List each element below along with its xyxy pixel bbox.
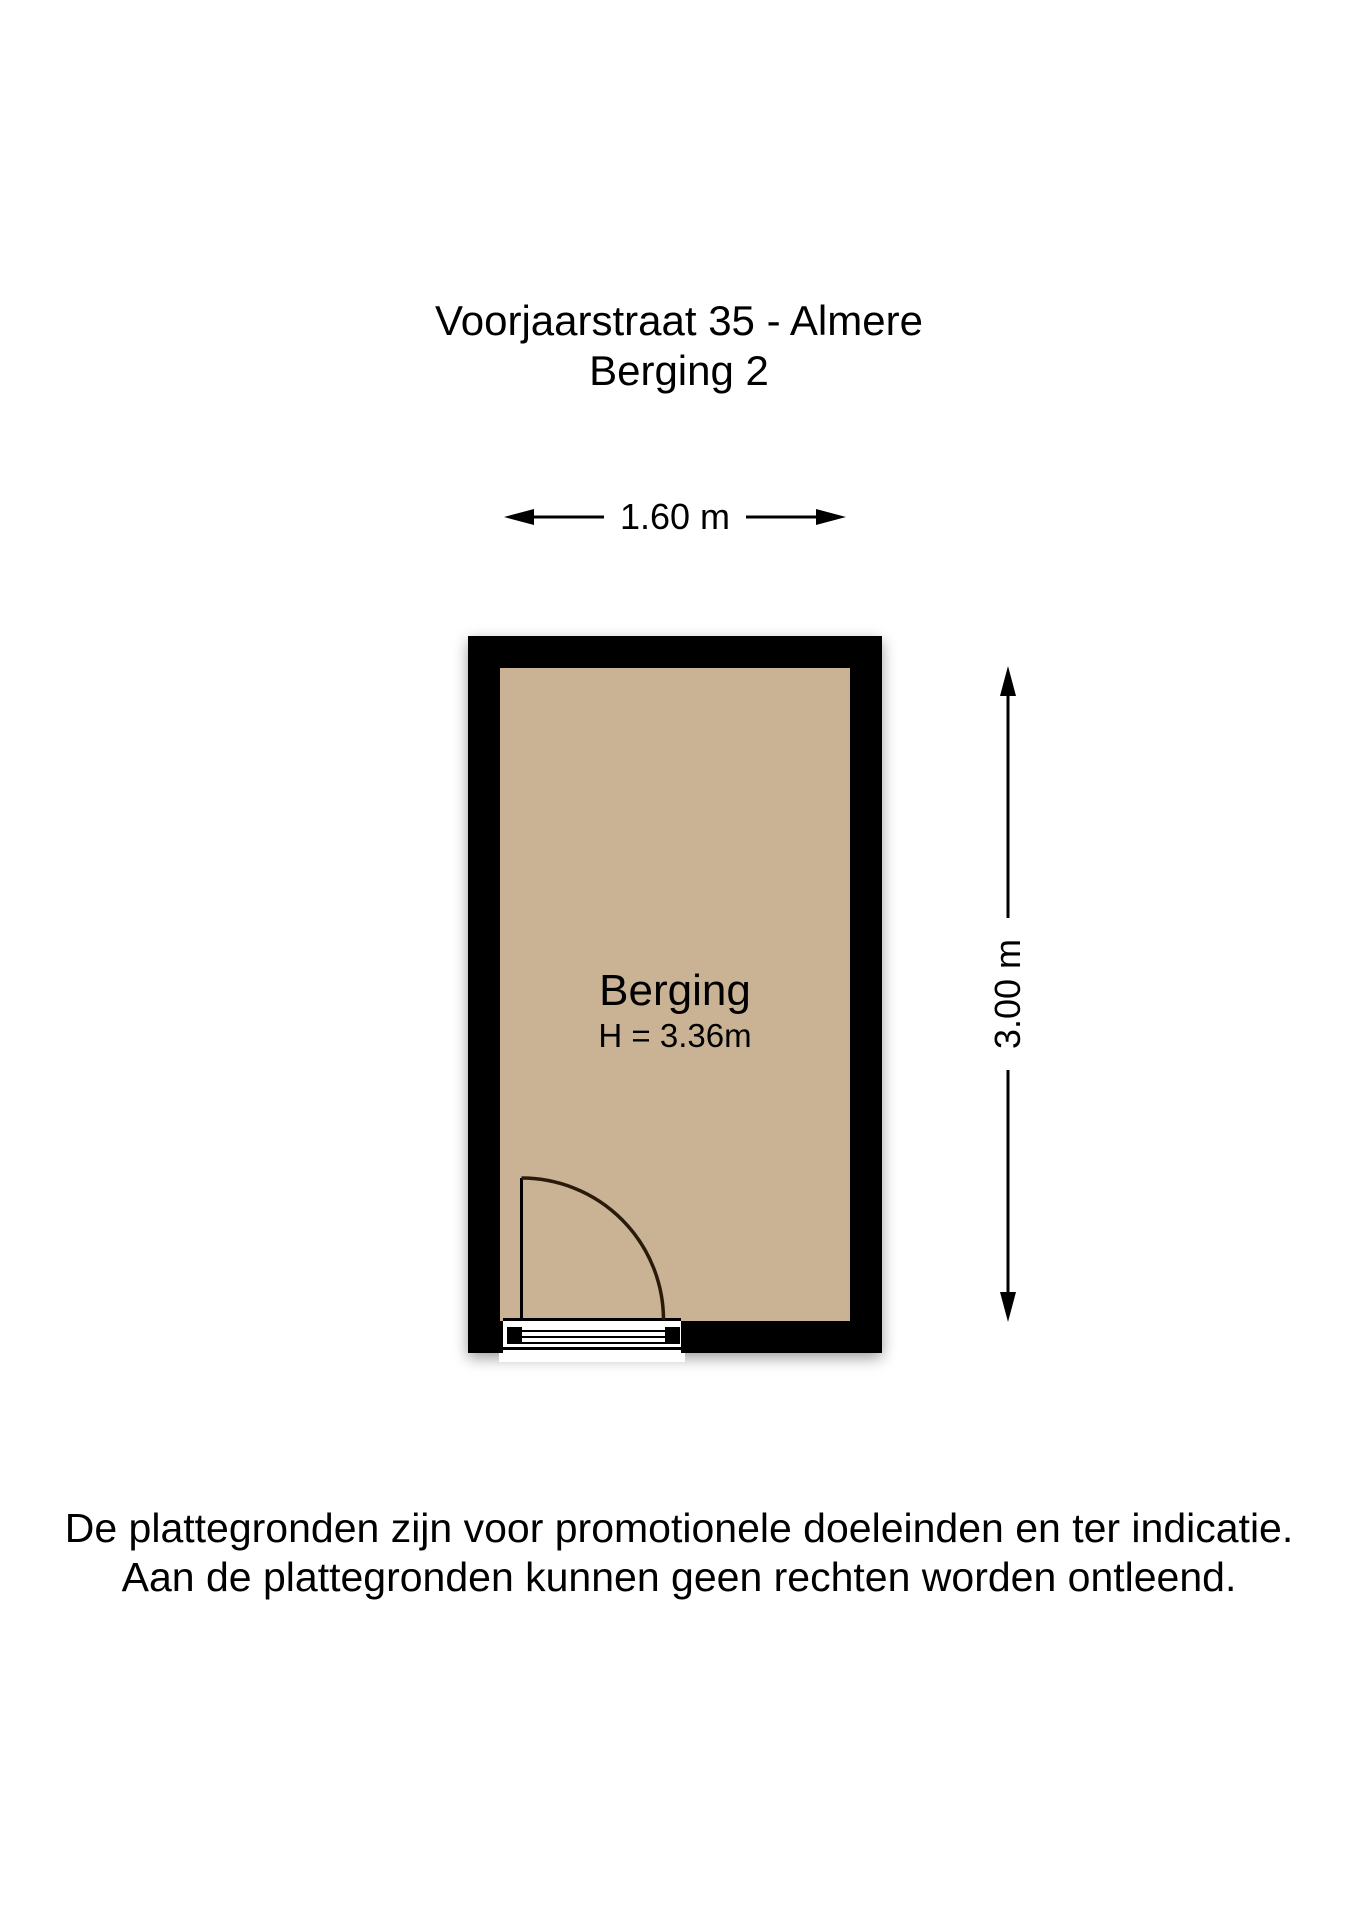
footer-line-2: Aan de plattegronden kunnen geen rechten worden ontleend. <box>121 1554 1237 1600</box>
title-subtitle: Berging 2 <box>589 347 769 394</box>
threshold-line <box>522 1342 665 1344</box>
threshold-line <box>503 1347 681 1350</box>
room-label <box>468 966 882 1056</box>
threshold-line <box>522 1330 665 1332</box>
page-title <box>0 296 1358 396</box>
door-jamb-left <box>507 1327 522 1344</box>
door-jamb-right <box>665 1327 680 1344</box>
door-sill <box>499 1353 685 1362</box>
width-dimension-label: 1.60 m <box>619 496 731 537</box>
dimension-arrow-right-icon <box>746 498 848 536</box>
threshold-line <box>503 1318 681 1321</box>
threshold-line <box>522 1336 665 1338</box>
room-name: Berging <box>599 966 751 1015</box>
height-dimension <box>988 666 1028 1322</box>
width-dimension <box>502 498 848 536</box>
title-address: Voorjaarstraat 35 - Almere <box>435 297 923 344</box>
height-dimension-label: 3.00 m <box>987 938 1028 1050</box>
dimension-arrow-up-icon <box>988 666 1028 918</box>
room-height-label: H = 3.36m <box>598 1017 752 1054</box>
dimension-arrow-left-icon <box>502 498 604 536</box>
dimension-arrow-down-icon <box>988 1070 1028 1322</box>
footer-line-1: De plattegronden zijn voor promotionele doeleinden en ter indicatie. <box>64 1505 1294 1551</box>
footer-disclaimer <box>0 1504 1358 1602</box>
